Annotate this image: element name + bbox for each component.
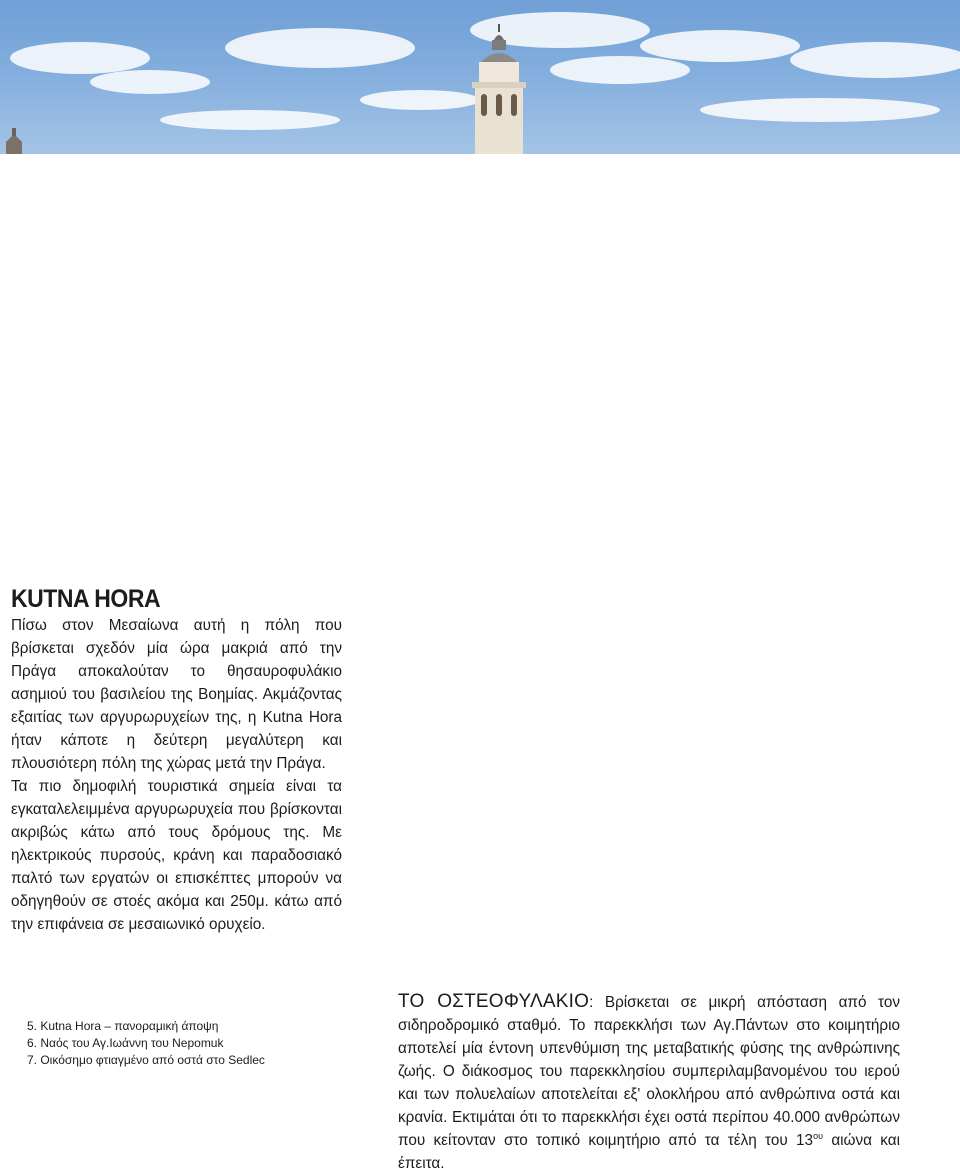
ossuary-heading: ΤΟ ΟΣΤΕΟΦΥΛΑΚΙΟ [398, 991, 590, 1012]
article-paragraph: Πίσω στον Μεσαίωνα αυτή η πόλη που βρίσκεται σχεδόν μία ώρα μακριά από την Πράγα αποκαλούταν το θησαυροφυλάκιο ασημιού του βασιλείου της Βοημίας. Ακμάζοντας εξαιτίας των αργυρωρυχείων της, η Kutna Hora ήταν κάποτε η δεύτερη μεγαλύτερη και πλουσιότερη πόλη της χώρας μετά την Πράγα. [11, 617, 342, 772]
caption-item: 7. Οικόσημο φτιαγμένο από οστά στο Sedlec [27, 1053, 265, 1067]
ossuary-text-end: αιώνα και έπειτα. [398, 1132, 901, 1172]
ossuary-section [398, 990, 900, 1175]
article-body [11, 614, 342, 936]
header-photo [0, 0, 960, 154]
sky-and-tower-illustration [0, 0, 960, 154]
caption-item: 5. Kutna Hora – πανοραμική άποψη [27, 1019, 219, 1033]
photo-captions [27, 1018, 265, 1069]
caption-item: 6. Ναός του Αγ.Ιωάννη του Nepomuk [27, 1036, 224, 1050]
article-title: KUTNA HORA [11, 585, 161, 613]
article-paragraph: Τα πιο δημοφιλή τουριστικά σημεία είναι τα εγκαταλελειμμένα αργυρωρυχεία που βρίσκονται ακριβώς κάτω από τους δρόμους της. Με ηλεκτρικούς πυρσούς, κράνη και παραδοσιακό παλτό των εργατών οι επισκέπτες μπορούν να οδηγηθούν σε στοές ακόμα και 250μ. κάτω από την επιφάνεια σε μεσαιωνικό ορυχείο. [11, 778, 342, 933]
ordinal-suffix: ου [813, 1131, 824, 1141]
ossuary-text: : Βρίσκεται σε μικρή απόσταση από τον σιδηροδρομικό σταθμό. Το παρεκκλήσι των Αγ.Πάντων στο κοιμητήριο αποτελεί μία έντονη υπενθύμιση της μεταβατικής φύσης της ανθρώπινης ζωής. Ο διάκοσμος του παρεκκλησίου συμπεριλαμβανομένου του ιερού και των πολυελαίων αποτελείται εξ' ολοκλήρου από ανθρώπινα οστά και κρανία. Εκτιμάται ότι το παρεκκλήσι έχει οστά περίπου 40.000 ανθρώπων που κείτονταν στο τοπικό κοιμητήριο από τα τέλη του 13 [398, 994, 900, 1149]
